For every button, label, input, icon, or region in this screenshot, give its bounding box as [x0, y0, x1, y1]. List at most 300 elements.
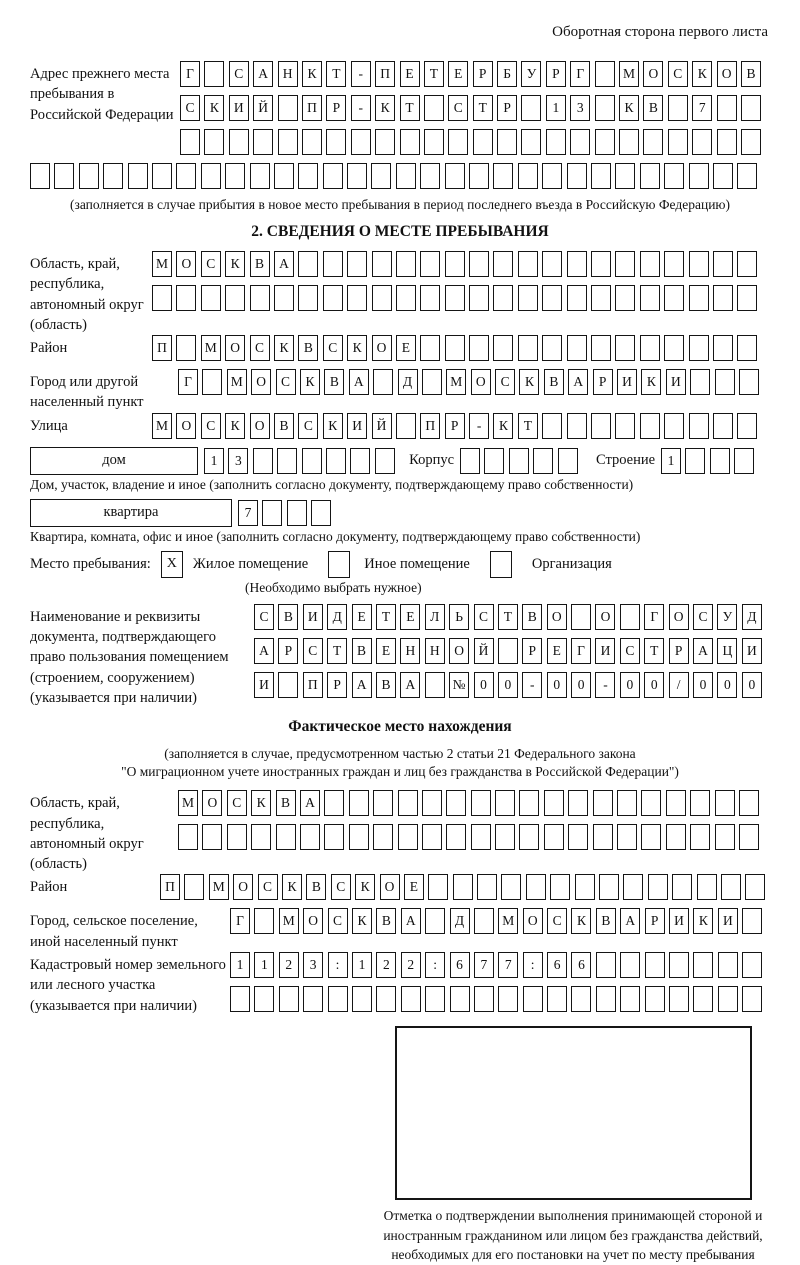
char-cell[interactable]: - — [351, 95, 371, 121]
char-cell[interactable] — [546, 129, 566, 155]
char-cell[interactable]: Р — [669, 638, 689, 664]
char-cell[interactable] — [347, 163, 367, 189]
char-cell[interactable] — [477, 874, 497, 900]
char-cell[interactable]: М — [446, 369, 466, 395]
char-cell[interactable] — [79, 163, 99, 189]
char-cell[interactable]: С — [620, 638, 640, 664]
char-cell[interactable] — [664, 251, 684, 277]
char-cell[interactable] — [326, 129, 346, 155]
char-cell[interactable]: К — [347, 335, 367, 361]
char-cell[interactable]: П — [160, 874, 180, 900]
char-cell[interactable] — [718, 952, 738, 978]
checkbox-residential[interactable]: X — [161, 551, 183, 578]
char-cell[interactable] — [493, 285, 513, 311]
char-cell[interactable] — [737, 163, 757, 189]
char-cell[interactable]: М — [178, 790, 198, 816]
char-cell[interactable]: 0 — [693, 672, 713, 698]
char-cell[interactable] — [400, 129, 420, 155]
char-cell[interactable]: 2 — [279, 952, 299, 978]
char-cell[interactable]: 0 — [547, 672, 567, 698]
char-cell[interactable]: Н — [425, 638, 445, 664]
char-cell[interactable]: М — [152, 413, 172, 439]
char-cell[interactable] — [689, 335, 709, 361]
char-cell[interactable]: К — [251, 790, 271, 816]
char-cell[interactable] — [471, 790, 491, 816]
char-cell[interactable]: Р — [546, 61, 566, 87]
char-cell[interactable] — [664, 285, 684, 311]
char-cell[interactable] — [497, 129, 517, 155]
char-cell[interactable] — [567, 413, 587, 439]
char-cell[interactable] — [690, 824, 710, 850]
char-cell[interactable]: П — [152, 335, 172, 361]
char-cell[interactable]: : — [425, 952, 445, 978]
char-cell[interactable]: М — [152, 251, 172, 277]
char-cell[interactable] — [591, 335, 611, 361]
char-cell[interactable]: В — [544, 369, 564, 395]
char-cell[interactable] — [375, 448, 395, 474]
char-cell[interactable] — [693, 952, 713, 978]
char-cell[interactable]: К — [274, 335, 294, 361]
char-cell[interactable] — [445, 285, 465, 311]
char-cell[interactable] — [471, 824, 491, 850]
char-cell[interactable] — [202, 824, 222, 850]
char-cell[interactable] — [596, 952, 616, 978]
char-cell[interactable] — [685, 448, 705, 474]
char-cell[interactable]: Р — [473, 61, 493, 87]
char-cell[interactable]: С — [229, 61, 249, 87]
char-cell[interactable] — [568, 824, 588, 850]
char-cell[interactable]: И — [303, 604, 323, 630]
char-cell[interactable] — [420, 335, 440, 361]
char-cell[interactable] — [469, 163, 489, 189]
char-cell[interactable] — [558, 448, 578, 474]
char-cell[interactable] — [278, 129, 298, 155]
char-cell[interactable] — [593, 790, 613, 816]
char-cell[interactable] — [570, 129, 590, 155]
char-cell[interactable]: О — [547, 604, 567, 630]
char-cell[interactable] — [473, 129, 493, 155]
char-cell[interactable]: В — [522, 604, 542, 630]
char-cell[interactable]: В — [741, 61, 761, 87]
char-cell[interactable] — [253, 129, 273, 155]
char-cell[interactable] — [254, 986, 274, 1012]
char-cell[interactable] — [202, 369, 222, 395]
char-cell[interactable]: Е — [400, 61, 420, 87]
char-cell[interactable] — [519, 824, 539, 850]
char-cell[interactable]: 0 — [498, 672, 518, 698]
char-cell[interactable] — [469, 285, 489, 311]
char-cell[interactable]: А — [693, 638, 713, 664]
char-cell[interactable] — [376, 986, 396, 1012]
char-cell[interactable] — [643, 129, 663, 155]
char-cell[interactable] — [453, 874, 473, 900]
char-cell[interactable] — [128, 163, 148, 189]
char-cell[interactable]: К — [619, 95, 639, 121]
char-cell[interactable] — [484, 448, 504, 474]
char-cell[interactable]: 0 — [620, 672, 640, 698]
char-cell[interactable]: / — [669, 672, 689, 698]
char-cell[interactable] — [302, 129, 322, 155]
char-cell[interactable] — [547, 986, 567, 1012]
char-cell[interactable]: С — [298, 413, 318, 439]
char-cell[interactable]: В — [274, 413, 294, 439]
char-cell[interactable] — [352, 986, 372, 1012]
char-cell[interactable]: К — [693, 908, 713, 934]
char-cell[interactable] — [350, 448, 370, 474]
char-cell[interactable]: И — [742, 638, 762, 664]
char-cell[interactable] — [445, 163, 465, 189]
char-cell[interactable] — [689, 251, 709, 277]
char-cell[interactable] — [567, 251, 587, 277]
char-cell[interactable] — [550, 874, 570, 900]
char-cell[interactable]: Р — [497, 95, 517, 121]
char-cell[interactable]: 3 — [303, 952, 323, 978]
char-cell[interactable] — [690, 369, 710, 395]
char-cell[interactable] — [742, 952, 762, 978]
char-cell[interactable] — [425, 986, 445, 1012]
char-cell[interactable] — [669, 952, 689, 978]
char-cell[interactable]: П — [302, 95, 322, 121]
char-cell[interactable]: А — [254, 638, 274, 664]
char-cell[interactable] — [250, 285, 270, 311]
char-cell[interactable]: К — [519, 369, 539, 395]
char-cell[interactable] — [620, 986, 640, 1012]
char-cell[interactable] — [493, 251, 513, 277]
char-cell[interactable]: Т — [376, 604, 396, 630]
char-cell[interactable]: С — [201, 251, 221, 277]
char-cell[interactable]: Г — [644, 604, 664, 630]
char-cell[interactable] — [615, 335, 635, 361]
char-cell[interactable] — [734, 448, 754, 474]
char-cell[interactable]: 7 — [692, 95, 712, 121]
char-cell[interactable] — [251, 824, 271, 850]
char-cell[interactable]: О — [717, 61, 737, 87]
char-cell[interactable] — [739, 824, 759, 850]
char-cell[interactable]: 1 — [352, 952, 372, 978]
char-cell[interactable] — [615, 285, 635, 311]
char-cell[interactable]: О — [372, 335, 392, 361]
char-cell[interactable] — [596, 986, 616, 1012]
char-cell[interactable]: О — [176, 251, 196, 277]
char-cell[interactable]: Й — [372, 413, 392, 439]
char-cell[interactable] — [372, 285, 392, 311]
char-cell[interactable] — [326, 448, 346, 474]
char-cell[interactable] — [201, 163, 221, 189]
char-cell[interactable] — [737, 251, 757, 277]
char-cell[interactable] — [428, 874, 448, 900]
char-cell[interactable]: М — [209, 874, 229, 900]
char-cell[interactable] — [225, 163, 245, 189]
char-cell[interactable]: В — [276, 790, 296, 816]
char-cell[interactable] — [262, 500, 282, 526]
char-cell[interactable] — [571, 986, 591, 1012]
char-cell[interactable]: С — [693, 604, 713, 630]
char-cell[interactable]: У — [521, 61, 541, 87]
char-cell[interactable]: К — [692, 61, 712, 87]
char-cell[interactable] — [347, 251, 367, 277]
char-cell[interactable]: Т — [644, 638, 664, 664]
char-cell[interactable] — [664, 335, 684, 361]
char-cell[interactable] — [498, 638, 518, 664]
char-cell[interactable]: С — [303, 638, 323, 664]
char-cell[interactable] — [227, 824, 247, 850]
char-cell[interactable] — [324, 790, 344, 816]
char-cell[interactable] — [420, 251, 440, 277]
char-cell[interactable]: И — [595, 638, 615, 664]
char-cell[interactable]: К — [493, 413, 513, 439]
char-cell[interactable] — [225, 285, 245, 311]
char-cell[interactable] — [373, 824, 393, 850]
char-cell[interactable] — [595, 95, 615, 121]
char-cell[interactable] — [567, 285, 587, 311]
char-cell[interactable] — [422, 824, 442, 850]
char-cell[interactable]: Е — [400, 604, 420, 630]
char-cell[interactable] — [533, 448, 553, 474]
char-cell[interactable]: В — [643, 95, 663, 121]
char-cell[interactable] — [615, 413, 635, 439]
char-cell[interactable]: В — [278, 604, 298, 630]
char-cell[interactable] — [498, 986, 518, 1012]
char-cell[interactable]: Е — [547, 638, 567, 664]
char-cell[interactable] — [666, 824, 686, 850]
char-cell[interactable] — [620, 604, 640, 630]
char-cell[interactable] — [717, 95, 737, 121]
char-cell[interactable]: Т — [518, 413, 538, 439]
char-cell[interactable]: О — [202, 790, 222, 816]
char-cell[interactable]: К — [225, 413, 245, 439]
char-cell[interactable]: Р — [645, 908, 665, 934]
char-cell[interactable] — [715, 790, 735, 816]
char-cell[interactable]: О — [523, 908, 543, 934]
char-cell[interactable] — [518, 285, 538, 311]
char-cell[interactable]: 0 — [717, 672, 737, 698]
char-cell[interactable] — [474, 986, 494, 1012]
char-cell[interactable] — [640, 163, 660, 189]
char-cell[interactable]: Е — [448, 61, 468, 87]
char-cell[interactable] — [692, 129, 712, 155]
char-cell[interactable]: О — [250, 413, 270, 439]
char-cell[interactable]: Р — [522, 638, 542, 664]
char-cell[interactable] — [591, 251, 611, 277]
char-cell[interactable] — [523, 986, 543, 1012]
char-cell[interactable] — [54, 163, 74, 189]
char-cell[interactable] — [323, 251, 343, 277]
char-cell[interactable]: 1 — [254, 952, 274, 978]
char-cell[interactable]: Т — [327, 638, 347, 664]
char-cell[interactable] — [617, 790, 637, 816]
char-cell[interactable]: О — [471, 369, 491, 395]
char-cell[interactable]: 1 — [546, 95, 566, 121]
char-cell[interactable] — [279, 986, 299, 1012]
char-cell[interactable] — [254, 908, 274, 934]
char-cell[interactable] — [593, 824, 613, 850]
char-cell[interactable]: К — [225, 251, 245, 277]
char-cell[interactable] — [396, 163, 416, 189]
char-cell[interactable]: Г — [570, 61, 590, 87]
char-cell[interactable] — [176, 163, 196, 189]
char-cell[interactable]: С — [328, 908, 348, 934]
char-cell[interactable] — [689, 413, 709, 439]
char-cell[interactable] — [424, 95, 444, 121]
char-cell[interactable] — [591, 413, 611, 439]
char-cell[interactable]: Д — [742, 604, 762, 630]
char-cell[interactable]: М — [201, 335, 221, 361]
char-cell[interactable]: Р — [445, 413, 465, 439]
char-cell[interactable] — [420, 285, 440, 311]
char-cell[interactable] — [737, 335, 757, 361]
char-cell[interactable] — [741, 129, 761, 155]
char-cell[interactable]: И — [666, 369, 686, 395]
char-cell[interactable] — [311, 500, 331, 526]
char-cell[interactable]: 1 — [661, 448, 681, 474]
char-cell[interactable]: А — [253, 61, 273, 87]
char-cell[interactable] — [373, 369, 393, 395]
char-cell[interactable]: 6 — [571, 952, 591, 978]
char-cell[interactable]: В — [298, 335, 318, 361]
char-cell[interactable] — [351, 129, 371, 155]
char-cell[interactable] — [277, 448, 297, 474]
char-cell[interactable]: 7 — [238, 500, 258, 526]
char-cell[interactable]: С — [276, 369, 296, 395]
checkbox-other-premises[interactable] — [328, 551, 350, 578]
char-cell[interactable]: 6 — [450, 952, 470, 978]
char-cell[interactable] — [664, 163, 684, 189]
char-cell[interactable] — [739, 790, 759, 816]
char-cell[interactable]: Е — [404, 874, 424, 900]
char-cell[interactable] — [323, 163, 343, 189]
char-cell[interactable] — [460, 448, 480, 474]
char-cell[interactable]: П — [420, 413, 440, 439]
char-cell[interactable]: 1 — [204, 448, 224, 474]
char-cell[interactable] — [672, 874, 692, 900]
char-cell[interactable] — [298, 251, 318, 277]
char-cell[interactable]: И — [347, 413, 367, 439]
char-cell[interactable]: О — [303, 908, 323, 934]
char-cell[interactable]: 0 — [474, 672, 494, 698]
char-cell[interactable] — [741, 95, 761, 121]
char-cell[interactable] — [103, 163, 123, 189]
char-cell[interactable]: Г — [178, 369, 198, 395]
char-cell[interactable] — [544, 790, 564, 816]
char-cell[interactable] — [446, 824, 466, 850]
char-cell[interactable]: С — [668, 61, 688, 87]
char-cell[interactable]: 7 — [498, 952, 518, 978]
char-cell[interactable] — [617, 824, 637, 850]
char-cell[interactable] — [595, 129, 615, 155]
char-cell[interactable] — [640, 335, 660, 361]
char-cell[interactable]: 1 — [230, 952, 250, 978]
char-cell[interactable]: Ь — [449, 604, 469, 630]
char-cell[interactable] — [396, 285, 416, 311]
char-cell[interactable] — [176, 335, 196, 361]
char-cell[interactable]: О — [643, 61, 663, 87]
char-cell[interactable]: : — [523, 952, 543, 978]
char-cell[interactable] — [745, 874, 765, 900]
char-cell[interactable] — [425, 672, 445, 698]
char-cell[interactable] — [278, 672, 298, 698]
char-cell[interactable] — [176, 285, 196, 311]
char-cell[interactable] — [276, 824, 296, 850]
char-cell[interactable] — [542, 285, 562, 311]
char-cell[interactable]: О — [595, 604, 615, 630]
char-cell[interactable] — [715, 824, 735, 850]
char-cell[interactable]: А — [274, 251, 294, 277]
char-cell[interactable] — [519, 790, 539, 816]
char-cell[interactable] — [620, 952, 640, 978]
char-cell[interactable] — [373, 790, 393, 816]
char-cell[interactable] — [567, 163, 587, 189]
char-cell[interactable]: Р — [278, 638, 298, 664]
char-cell[interactable] — [623, 874, 643, 900]
char-cell[interactable] — [501, 874, 521, 900]
char-cell[interactable]: Л — [425, 604, 445, 630]
char-cell[interactable] — [713, 335, 733, 361]
char-cell[interactable]: - — [351, 61, 371, 87]
char-cell[interactable] — [469, 335, 489, 361]
char-cell[interactable] — [422, 369, 442, 395]
char-cell[interactable] — [371, 163, 391, 189]
char-cell[interactable] — [287, 500, 307, 526]
char-cell[interactable]: - — [595, 672, 615, 698]
char-cell[interactable] — [640, 413, 660, 439]
char-cell[interactable]: С — [254, 604, 274, 630]
char-cell[interactable]: Р — [326, 95, 346, 121]
char-cell[interactable] — [666, 790, 686, 816]
char-cell[interactable] — [204, 129, 224, 155]
char-cell[interactable] — [742, 908, 762, 934]
char-cell[interactable] — [446, 790, 466, 816]
char-cell[interactable] — [542, 163, 562, 189]
char-cell[interactable] — [669, 986, 689, 1012]
char-cell[interactable] — [737, 285, 757, 311]
char-cell[interactable]: Е — [376, 638, 396, 664]
char-cell[interactable]: Г — [180, 61, 200, 87]
char-cell[interactable]: У — [717, 604, 737, 630]
char-cell[interactable] — [640, 285, 660, 311]
char-cell[interactable] — [398, 790, 418, 816]
char-cell[interactable]: И — [669, 908, 689, 934]
char-cell[interactable]: П — [303, 672, 323, 698]
char-cell[interactable] — [372, 251, 392, 277]
char-cell[interactable] — [396, 251, 416, 277]
char-cell[interactable] — [302, 448, 322, 474]
char-cell[interactable] — [641, 824, 661, 850]
char-cell[interactable]: А — [300, 790, 320, 816]
char-cell[interactable] — [737, 413, 757, 439]
char-cell[interactable] — [742, 986, 762, 1012]
char-cell[interactable] — [445, 251, 465, 277]
char-cell[interactable]: К — [300, 369, 320, 395]
char-cell[interactable]: Е — [352, 604, 372, 630]
char-cell[interactable] — [718, 986, 738, 1012]
char-cell[interactable] — [713, 251, 733, 277]
char-cell[interactable]: С — [180, 95, 200, 121]
char-cell[interactable]: К — [204, 95, 224, 121]
char-cell[interactable]: К — [355, 874, 375, 900]
char-cell[interactable]: : — [328, 952, 348, 978]
char-cell[interactable] — [253, 448, 273, 474]
char-cell[interactable] — [693, 986, 713, 1012]
char-cell[interactable]: № — [449, 672, 469, 698]
char-cell[interactable]: 3 — [570, 95, 590, 121]
char-cell[interactable] — [713, 163, 733, 189]
char-cell[interactable] — [591, 163, 611, 189]
char-cell[interactable] — [398, 824, 418, 850]
char-cell[interactable] — [664, 413, 684, 439]
char-cell[interactable]: С — [323, 335, 343, 361]
char-cell[interactable] — [300, 824, 320, 850]
char-cell[interactable]: О — [225, 335, 245, 361]
